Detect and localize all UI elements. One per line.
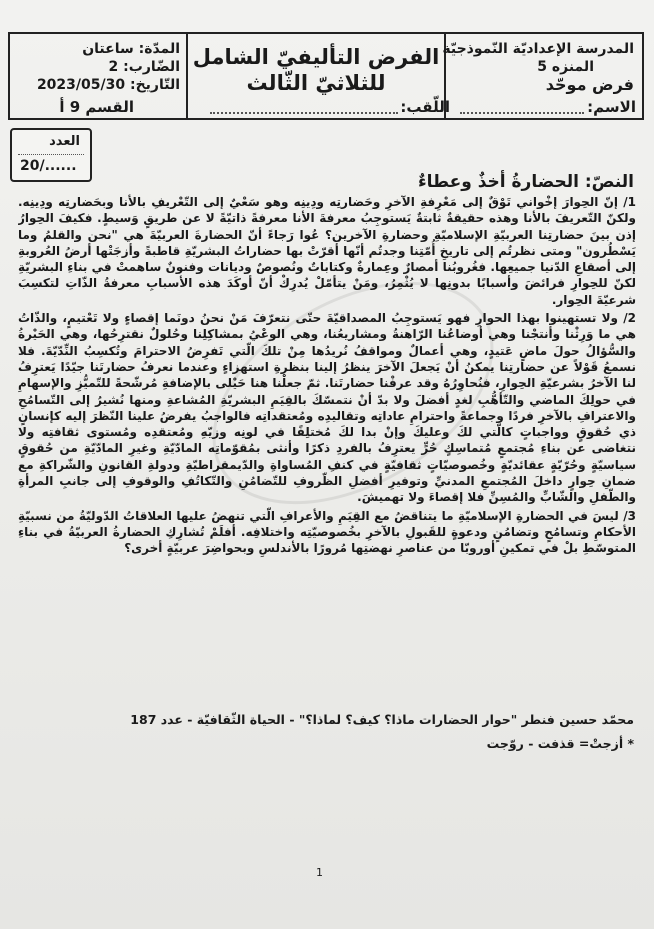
surname-line bbox=[210, 98, 398, 114]
score-label: العدد bbox=[49, 134, 80, 149]
exam-date: التّاريخ: 2023/05/30 bbox=[36, 77, 180, 93]
exam-title-line1: الفرض التأليفيّ الشامل bbox=[192, 45, 440, 69]
exam-duration: المدّة: ساعتان bbox=[82, 41, 180, 57]
score-divider bbox=[18, 154, 84, 155]
paragraph-3: 3/ ليسَ في الحضارةِ الإسلاميّةِ ما يتناقضُ مع القِيَمِ والأعرافِ الّتي تنهضُ عليها العلاقاتُ الدّوليّةُ من نسبيّةِ الأحكامِ وتسامُحٍ وتضامُنٍ ودعوةٍ للقَبولِ بالآخرِ بخُصوصيّتِه واختلافِه. أفلَمْ تُشارِكِ الحضارةُ العربيّةُ في بناءِ المتوسّطِ بلْ في تمكينِ أوروبّا من عناصرِ نهضتِها مُرورًا بالأندلسِ وبحواضِرَ عربيّةٍ أخرى؟ bbox=[18, 508, 636, 556]
score-value: 20/...... bbox=[20, 158, 77, 174]
name-label: الاسم: bbox=[587, 98, 636, 116]
school-name: المدرسة الإعداديّة النّموذجيّة bbox=[442, 41, 634, 57]
source-citation: محمّد حسين فنطر "حوار الحضارات ماذا؟ كيف؟ لماذا؟" - الحياة الثّقافيّة - عدد 187 bbox=[130, 712, 634, 727]
name-line bbox=[460, 98, 584, 114]
paragraph-1: 1/ إنّ الحِوارَ إخْواني تَوْقٌ إلى مَعْرِفةِ الآخرِ وحَضارتِه ودِينِه وهو سَعْيٌ إلى التّعْريفِ بالأنا وبحَضارتِه ودِينِه. ولكنّ التّعريفَ بالأنا وهذه حقيقةٌ ثابتةٌ يَستوجِبُ معرفةَ الأنا معرفةً ذاتيّةً لا عن طريقٍ وَسيطٍ. فكيفَ الحِوارُ إذن بينَ حضارتِنا العربيّةِ الإسلاميّةِ وحضارةِ الآخرين؟ عُوا رَجاءً أنّ الحضارةَ العربيّةَ هي "نحن والقلمُ وما يَسْطُرون" ومتى نظرتُم إلى تاريخِ أُمّتِنا وجدتُم أنّها أقرّتْ بها حضاراتُ البشريّةِ قاطبةً وأزجَتْها أرضُ العُروبةِ إلى أصقاعِ الدّنيا جميعِها. فغُروبُنا أمصارٌ وعِمارةٌ وكتاباتٌ ونُصوصٌ وديانات وفنونٌ ساهمتْ في بناءِ البشريّةِ لكنّ للحِوارِ فرائضَ وأسبابًا بدونِها لا يُثْمِرُ، ومَنْ يتأمّلْ يُدرِكْ أنّ أوكَدَ هذه الأسبابِ معرفةُ الذّاتِ لتكسِبَ شرعيّةَ الحِوار. bbox=[18, 195, 636, 307]
exam-type: فرض موحّد bbox=[545, 75, 634, 94]
text-title: النصّ: الحضارةُ أخذٌ وعطاءٌ bbox=[417, 172, 634, 192]
exam-coefficient: الضّارب: 2 bbox=[108, 59, 180, 75]
page-number: 1 bbox=[316, 866, 323, 879]
score-box bbox=[10, 128, 92, 182]
paragraph-2: 2/ ولا تستهينوا بهذا الحوارِ فهو يَستوجِبُ المصداقيّةَ حتّى نتعرّفَ مَنْ نحنُ دونَما إقصاءٍ ولا تَعْتيمٍ، والذّاتُ هي ما وَرِثْنا وأنتجْنا وهي أوضاعُنا الرّاهنةُ ومشاريعُنا، وهي الوعْيُ بمشاكِلِنا وحُلولٌ نقترِحُها، وهي الحَيْرةُ والسُّؤالُ حولَ ماضٍ عَتيدٍ، وهي أعمالٌ ومواقفُ نُريدُها مِنْ تلكَ الّتي تَفرِضُ الاحترامَ وتُكسِبُ النِّدّيّةَ. فلا نسمعُ قَوْلاً عن حضارتِنا يمكنُ أنْ يَجعلَ الآخرَ ينظرُ إلينا بنظرةِ استهزاءٍ وعندما نعرفُ حضارتَنا جيّدًا يَعترِفُ لنا الآخرُ بشرعيّةِ الحِوارِ، فنُحاوِرُهُ وقد عرفْنا حضارتَنا. ثمّ جعلْنا هنا حَيْلى بالإضافةِ مُرشّحةً للتّميُّزِ والإسهامِ في حولِكَ الماضي والتّأهُّبِ لغدٍ أفضلَ ولا بدّ أنْ نتمسّكَ بالقِيَمِ البشريّةِ المُشاعةِ ومنها نُشيرُ إلى التّسامُحِ والاعترافِ بالآخرِ فردًا وجماعةً واحترامِ عاداتِه وتقاليدِه ومُعتقداتِه فالواجبُ يفرضُ علينا النّظرَ إليه كإنسانٍ ذي حُقوقٍ وواجباتٍ كالّتي لكَ وعليكَ وإنْ بدا لكَ مُختلِفًا في لونِه وزيّهِ ومُعتقدِه ومُستوى ثقافتِه ولا نتغاضى عن بناءِ مُجتمعٍ مُتماسِكٍ حُرٍّ يعترِفُ بالفردِ ذكرًا وأنثى بمُقوّماتِه المادّيّةِ وغيرِ المادّيّةِ من حُقوقٍ سياسيّةٍ وحُرّيّةٍ عقائديّةٍ وخُصوصيّاتٍ ثقافيّةٍ في كنفِ المُساواةِ والدّيمقراطيّةِ ودولةِ القانونِ والشّراكةِ مع ضمانِ حِوارٍ داخلَ المُجتمعِ المدنيِّ وتوفيرِ أفضلِ الظّروفِ للتّضامُنِ والتّكاتُفِ والوقوفِ إلى جانبِ المرأةِ والطّفلِ والشّابِّ والمُسِنِّ فلا إقصاءَ ولا تهميشَ. bbox=[18, 311, 636, 505]
exam-title-line2: للثلاثيّ الثّالث bbox=[246, 71, 386, 95]
school-location: المنزه 5 bbox=[537, 59, 594, 75]
class-label: القسم 9 أ bbox=[59, 98, 134, 116]
vocabulary-note: * أزجتْ= قذفت - روّجت bbox=[486, 736, 634, 751]
surname-label: اللّقب: bbox=[400, 98, 450, 116]
